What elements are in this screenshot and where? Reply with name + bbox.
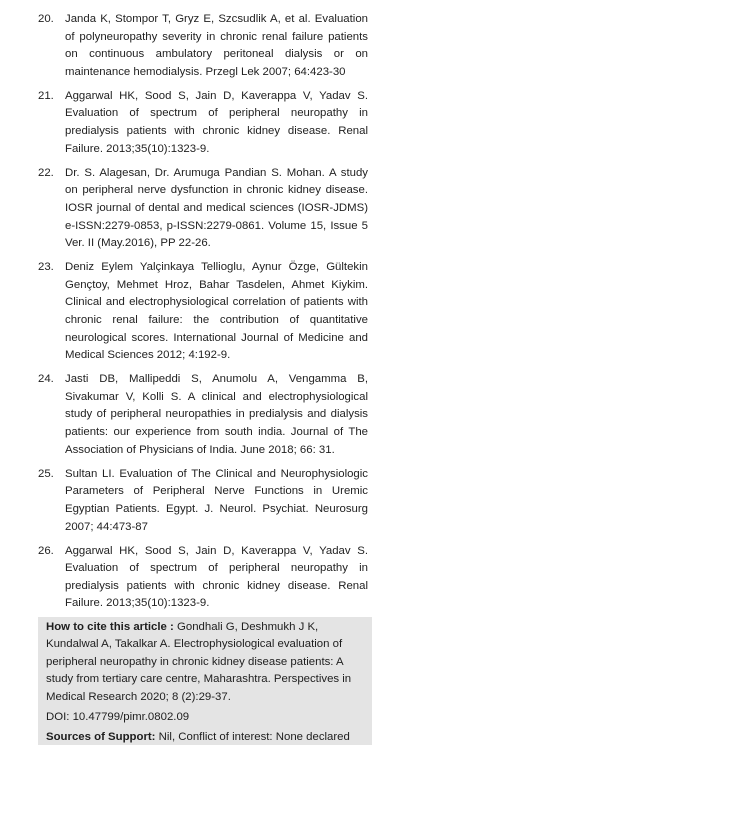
citation-box <box>38 617 372 745</box>
citation-label: How to cite this article : <box>46 621 174 633</box>
reference-number: 22. <box>38 166 54 179</box>
reference-number: 24. <box>38 373 54 386</box>
reference-item <box>38 88 368 158</box>
reference-text: Janda K, Stompor T, Gryz E, Szcsudlik A, et al. Evaluation of polyneuropathy severity in chronic renal failure patients on continuous ambulatory peritoneal dialysis or on maintenance hemodialysis. Przegl Lek 2007; 64:423-30 <box>65 13 368 78</box>
reference-text: Deniz Eylem Yalçinkaya Tellioglu, Aynur Özge, Gültekin Gençtoy, Mehmet Hroz, Bahar Tasdelen, Ahmet Kiykim. Clinical and electrophysiological correlation of patients with chronic renal failure: the contribution of quantitative neurological scores. International Journal of Medicine and Medical Sciences 2012; 4:192-9. <box>65 261 368 362</box>
reference-item <box>38 543 368 613</box>
support-label: Sources of Support: <box>46 731 156 744</box>
reference-item <box>38 466 368 536</box>
reference-text: Aggarwal HK, Sood S, Jain D, Kaverappa V, Yadav S. Evaluation of spectrum of peripheral neuropathy in predialysis patients with chronic kidney disease. Renal Failure. 2013;35(10):1323-9. <box>65 89 368 155</box>
reference-text: Jasti DB, Mallipeddi S, Anumolu A, Vengamma B, Sivakumar V, Kolli S. A clinical and electrophysiological study of peripheral neuropathies in predialysis and dialysis patients: our experience from south india. Journal of The Association of Physicians of India. June 2018; 66: 31. <box>65 373 368 456</box>
doi-line: DOI: 10.47799/pimr.0802.09 <box>46 711 190 724</box>
reference-item <box>38 371 368 459</box>
citation-text: Gondhali G, Deshmukh J K, Kundalwal A, Takalkar A. Electrophysiological evaluation of peripheral neuropathy in chronic kidney disease patients: A study from tertiary care centre, Maharashtra. Perspectives in Medical Research 2020; 8 (2):29-37. <box>46 621 352 703</box>
reference-text: Dr. S. Alagesan, Dr. Arumuga Pandian S. Mohan. A study on peripheral nerve dysfunction in chronic kidney disease. IOSR journal of dental and medical sciences (IOSR-JDMS) e-ISSN:2279-0853, p-ISSN:2279-0861. Volume 15, Issue 5 Ver. II (May.2016), PP 22-26. <box>65 166 368 250</box>
reference-list <box>38 11 368 620</box>
reference-number: 26. <box>38 544 54 557</box>
reference-text: Aggarwal HK, Sood S, Jain D, Kaverappa V, Yadav S. Evaluation of spectrum of peripheral neuropathy in predialysis patients with chronic kidney disease. Renal Failure. 2013;35(10):1323-9. <box>65 544 368 610</box>
support-line <box>46 729 368 746</box>
citation-paragraph <box>46 619 368 706</box>
reference-number: 21. <box>38 89 54 102</box>
reference-text: Sultan LI. Evaluation of The Clinical and Neurophysiologic Parameters of Peripheral Nerve Functions in Uremic Egyptian Patients. Egypt. J. Neurol. Psychiat. Neurosurg 2007; 44:473-87 <box>65 467 368 533</box>
reference-item <box>38 11 368 81</box>
reference-number: 20. <box>38 13 54 25</box>
reference-number: 23. <box>38 261 54 274</box>
reference-number: 25. <box>38 467 54 480</box>
support-text: Nil, Conflict of interest: None declared <box>158 731 350 744</box>
reference-item <box>38 259 368 365</box>
reference-item <box>38 165 368 253</box>
